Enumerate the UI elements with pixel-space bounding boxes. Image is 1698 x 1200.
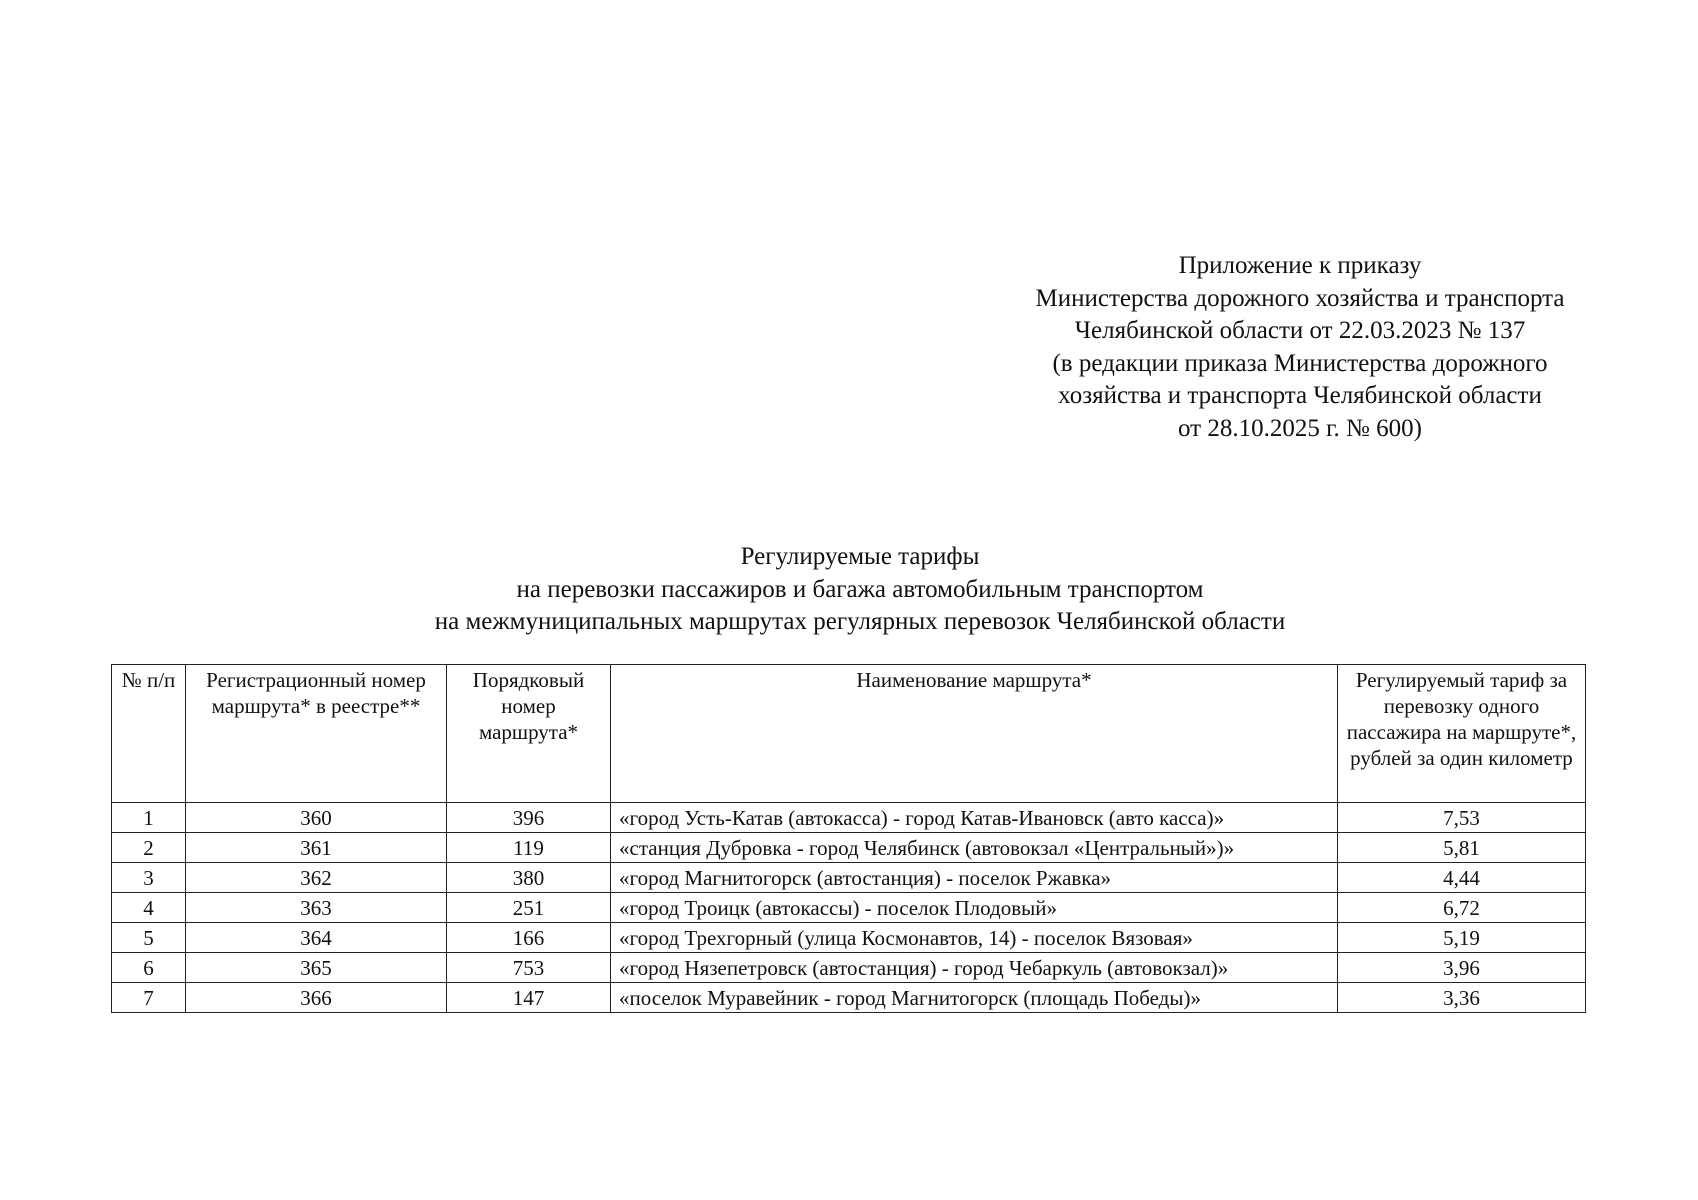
cell-registration-number: 362: [186, 863, 447, 893]
cell-route-name: «станция Дубровка - город Челябинск (автовокзал «Центральный»)»: [611, 833, 1338, 863]
table-header-row: [112, 665, 1586, 803]
header-tariff: Регулируемый тариф за перевозку одного пассажира на маршруте*, рублей за один километр: [1338, 665, 1586, 803]
title-line: Регулируемые тарифы: [740, 543, 980, 570]
cell-route-name: «город Нязепетровск (автостанция) - город Чебаркуль (автовокзал)»: [611, 953, 1338, 983]
cell-num: 4: [112, 893, 186, 923]
appendix-line: Челябинской области от 22.03.2023 № 137: [1074, 317, 1526, 344]
appendix-line: Приложение к приказу: [1178, 252, 1422, 279]
cell-ordinal-number: 166: [447, 923, 611, 953]
cell-registration-number: 360: [186, 803, 447, 833]
cell-ordinal-number: 251: [447, 893, 611, 923]
cell-num: 2: [112, 833, 186, 863]
cell-route-name: «город Трехгорный (улица Космонавтов, 14) - поселок Вязовая»: [611, 923, 1338, 953]
cell-registration-number: 361: [186, 833, 447, 863]
table-row: [112, 803, 1586, 833]
title-line: на перевозки пассажиров и багажа автомобильным транспортом: [516, 575, 1204, 603]
appendix-header: [980, 250, 1620, 445]
cell-num: 5: [112, 923, 186, 953]
cell-tariff: 3,96: [1338, 953, 1586, 983]
cell-registration-number: 363: [186, 893, 447, 923]
cell-ordinal-number: 147: [447, 983, 611, 1013]
cell-num: 6: [112, 953, 186, 983]
cell-ordinal-number: 396: [447, 803, 611, 833]
appendix-line: хозяйства и транспорта Челябинской области: [1058, 382, 1542, 409]
cell-tariff: 4,44: [1338, 863, 1586, 893]
cell-route-name: «город Магнитогорск (автостанция) - поселок Ржавка»: [611, 863, 1338, 893]
table-row: [112, 983, 1586, 1013]
appendix-line: Министерства дорожного хозяйства и транспорта: [1035, 284, 1565, 312]
cell-tariff: 7,53: [1338, 803, 1586, 833]
cell-num: 1: [112, 803, 186, 833]
cell-route-name: «поселок Муравейник - город Магнитогорск (площадь Победы)»: [611, 983, 1338, 1013]
cell-ordinal-number: 380: [447, 863, 611, 893]
cell-registration-number: 364: [186, 923, 447, 953]
table-row: [112, 863, 1586, 893]
cell-tariff: 5,81: [1338, 833, 1586, 863]
table-row: [112, 923, 1586, 953]
table-row: [112, 893, 1586, 923]
table-row: [112, 953, 1586, 983]
title-line: на межмуниципальных маршрутах регулярных перевозок Челябинской области: [434, 608, 1286, 635]
cell-registration-number: 365: [186, 953, 447, 983]
header-num: № п/п: [112, 665, 186, 803]
cell-route-name: «город Усть-Катав (автокасса) - город Катав-Ивановск (авто касса)»: [611, 803, 1338, 833]
table-row: [112, 833, 1586, 863]
cell-tariff: 6,72: [1338, 893, 1586, 923]
cell-ordinal-number: 119: [447, 833, 611, 863]
cell-num: 7: [112, 983, 186, 1013]
cell-num: 3: [112, 863, 186, 893]
cell-registration-number: 366: [186, 983, 447, 1013]
header-route-name: Наименование маршрута*: [611, 665, 1338, 803]
cell-tariff: 3,36: [1338, 983, 1586, 1013]
header-registration-number: Регистрационный номер маршрута* в реестре**: [186, 665, 447, 803]
header-ordinal-number: Порядковый номер маршрута*: [447, 665, 611, 803]
cell-tariff: 5,19: [1338, 923, 1586, 953]
cell-route-name: «город Троицк (автокассы) - поселок Плодовый»: [611, 893, 1338, 923]
appendix-line: (в редакции приказа Министерства дорожного: [1052, 349, 1548, 377]
appendix-line: от 28.10.2025 г. № 600): [1178, 414, 1422, 442]
cell-ordinal-number: 753: [447, 953, 611, 983]
document-title: [300, 541, 1420, 639]
tariff-table: [111, 664, 1586, 1013]
